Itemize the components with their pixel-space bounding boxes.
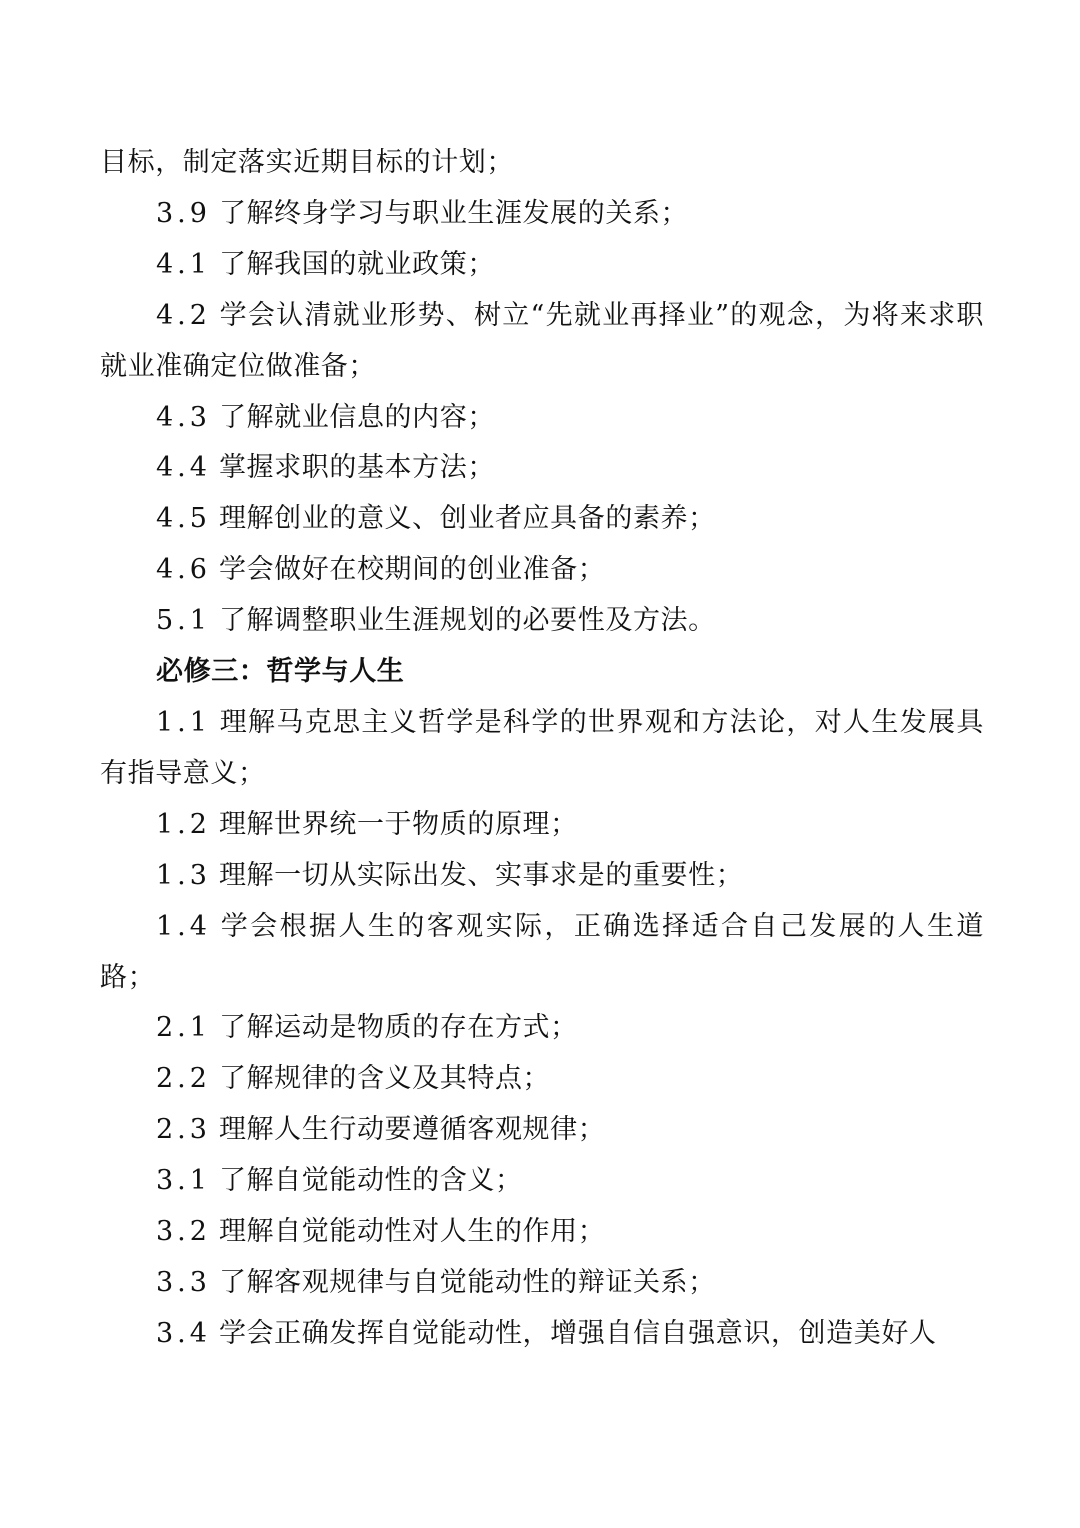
paragraph-text: 学会做好在校期间的创业准备； xyxy=(218,554,606,586)
paragraph-text: 目标，制定落实近期目标的计划； xyxy=(100,147,514,178)
paragraph-text: 理解世界统一于物质的原理； xyxy=(218,808,578,840)
paragraph xyxy=(100,1258,984,1309)
item-number: 3.3 xyxy=(156,1266,211,1298)
item-number: 2.2 xyxy=(156,1063,211,1095)
item-number: 3.2 xyxy=(156,1216,211,1248)
paragraph-text: 了解终身学习与职业生涯发展的关系； xyxy=(218,197,689,229)
paragraph xyxy=(100,138,984,189)
paragraph-text: 理解马克思主义哲学是科学的世界观和方法论，对人生发展具有指导意义； xyxy=(100,706,984,789)
item-number: 4.4 xyxy=(156,452,211,484)
paragraph xyxy=(100,698,984,800)
item-number: 4.1 xyxy=(156,248,211,280)
paragraph xyxy=(100,494,984,545)
paragraph-text: 了解规律的含义及其特点； xyxy=(218,1063,551,1095)
item-number: 3.1 xyxy=(156,1165,211,1197)
paragraph-text: 了解调整职业生涯规划的必要性及方法。 xyxy=(218,605,716,637)
paragraph-text: 理解创业的意义、创业者应具备的素养； xyxy=(218,503,716,535)
paragraph xyxy=(100,189,984,240)
item-number: 4.2 xyxy=(156,299,211,331)
paragraph-text: 了解客观规律与自觉能动性的辩证关系； xyxy=(218,1266,716,1298)
item-number: 1.3 xyxy=(156,859,211,891)
paragraph xyxy=(100,443,984,494)
paragraph xyxy=(100,393,984,444)
item-number: 4.5 xyxy=(156,503,211,535)
item-number: 5.1 xyxy=(156,605,211,637)
paragraph-text: 理解人生行动要遵循客观规律； xyxy=(218,1114,606,1146)
paragraph xyxy=(100,800,984,851)
paragraph xyxy=(100,545,984,596)
section-heading xyxy=(100,647,984,698)
paragraph xyxy=(100,1309,984,1360)
item-number: 1.2 xyxy=(156,808,211,840)
paragraph xyxy=(100,851,984,902)
section-heading-text: 必修三：哲学与人生 xyxy=(156,656,405,688)
paragraph xyxy=(100,1003,984,1054)
paragraph xyxy=(100,596,984,647)
paragraph-text: 学会认清就业形势、树立“先就业再择业”的观念，为将来求职就业准确定位做准备； xyxy=(100,299,984,382)
paragraph xyxy=(100,1156,984,1207)
paragraph xyxy=(100,1207,984,1258)
item-number: 4.6 xyxy=(156,554,211,586)
paragraph xyxy=(100,1054,984,1105)
paragraph-text: 了解我国的就业政策； xyxy=(218,248,495,280)
paragraph xyxy=(100,902,984,1004)
item-number: 2.3 xyxy=(156,1114,211,1146)
paragraph-text: 理解一切从实际出发、实事求是的重要性； xyxy=(218,859,744,891)
paragraph-text: 了解就业信息的内容； xyxy=(218,401,495,433)
item-number: 1.1 xyxy=(156,706,211,738)
paragraph-text: 学会正确发挥自觉能动性，增强自信自强意识，创造美好人 xyxy=(218,1317,937,1349)
item-number: 3.4 xyxy=(156,1317,211,1349)
paragraph xyxy=(100,240,984,291)
item-number: 2.1 xyxy=(156,1012,211,1044)
document-body xyxy=(100,138,984,1360)
item-number: 1.4 xyxy=(156,910,211,942)
item-number: 4.3 xyxy=(156,401,211,433)
paragraph-text: 理解自觉能动性对人生的作用； xyxy=(218,1216,606,1248)
paragraph-text: 掌握求职的基本方法； xyxy=(218,452,495,484)
paragraph-text: 学会根据人生的客观实际，正确选择适合自己发展的人生道路； xyxy=(100,910,984,993)
item-number: 3.9 xyxy=(156,197,211,229)
paragraph xyxy=(100,291,984,393)
paragraph-text: 了解自觉能动性的含义； xyxy=(218,1165,523,1197)
paragraph-text: 了解运动是物质的存在方式； xyxy=(218,1012,578,1044)
paragraph xyxy=(100,1105,984,1156)
